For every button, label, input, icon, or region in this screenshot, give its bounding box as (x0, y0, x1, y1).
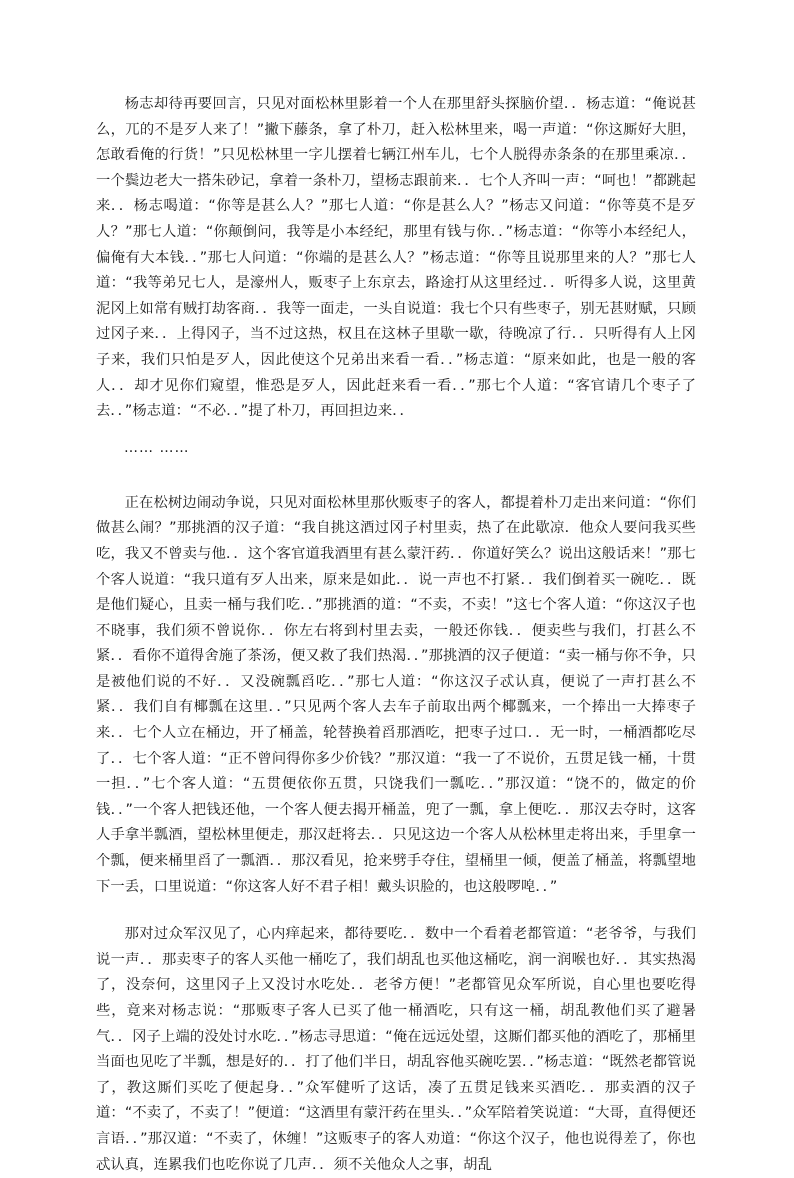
paragraph-2: 正在松树边闹动争说，只见对面松林里那伙贩枣子的客人，都提着朴刀走出来问道：“你们做甚么闹？”那挑酒的汉子道：“我自挑这酒过冈子村里卖，热了在此歇凉．他众人要问我买些吃，我又不曾卖与他．．这个客官道我酒里有甚么蒙汗药．．你道好笑么？说出这般话来！”那七个客人说道：“我只道有歹人出来，原来是如此．．说一声也不打紧．．我们倒着买一碗吃．．既是他们疑心，且卖一桶与我们吃．．”那挑酒的道：“不卖，不卖！”这七个客人道：“你这汉子也不晓事，我们须不曾说你．．你左右将到村里去卖，一般还你钱．．便卖些与我们，打甚么不紧．．看你不道得舍施了茶汤，便又救了我们热渴．．”那挑酒的汉子便道：“卖一桶与你不争，只是被他们说的不好．．又没碗瓢舀吃．．”那七人道：“你这汉子忒认真，便说了一声打甚么不紧．．我们自有椰瓢在这里．．”只见两个客人去车子前取出两个椰瓢来，一个捧出一大捧枣子来．．七个人立在桶边，开了桶盖，轮替换着舀那酒吃，把枣子过口．．无一时，一桶酒都吃尽了．．七个客人道：“正不曾问得你多少价钱？”那汉道：“我一了不说价，五贯足钱一桶，十贯一担．．”七个客人道：“五贯便依你五贯，只饶我们一瓢吃．．”那汉道：“饶不的，做定的价钱．．”一个客人把钱还他，一个客人便去揭开桶盖，兜了一瓢，拿上便吃．．那汉去夺时，这客人手拿半瓢酒，望松林里便走，那汉赶将去．．只见这边一个客人从松林里走将出来，手里拿一个瓢，便来桶里舀了一瓢酒．．那汉看见，抢来劈手夺住，望桶里一倾，便盖了桶盖，将瓢望地下一丢，口里说道：“你这客人好不君子相！戴头识脸的，也这般啰唣．．” (96, 494, 696, 895)
ellipsis-separator: …… …… (124, 439, 190, 456)
document-page (96, 92, 696, 1178)
paragraph-gap (96, 469, 696, 491)
paragraph-gap (96, 900, 696, 922)
paragraph-3: 那对过众军汉见了，心内痒起来，都待要吃．．数中一个看着老都管道：“老爷爷，与我们说一声．．那卖枣子的客人买他一桶吃了，我们胡乱也买他这桶吃，润一润喉也好．．其实热渴了，没奈何，这里冈子上又没讨水吃处．．老爷方便！”老都管见众军所说，自心里也要吃得些，竟来对杨志说：“那贩枣子客人已买了他一桶酒吃，只有这一桶，胡乱教他们买了避暑气．．冈子上端的没处讨水吃．．”杨志寻思道：“俺在远远处望，这厮们都买他的酒吃了，那桶里当面也见吃了半瓢，想是好的．．打了他们半日，胡乱容他买碗吃罢．．”杨志道：“既然老都管说了，教这厮们买吃了便起身．．”众军健听了这话，凑了五贯足钱来买酒吃．．那卖酒的汉子道：“不卖了，不卖了！”便道：“这酒里有蒙汗药在里头．．”众军陪着笑说道：“大哥，直得便还言语．．”那汉道：“不卖了，休缠！”这贩枣子的客人劝道：“你这个汉子，他也说得差了，你也忒认真，连累我们也吃你说了几声．．须不关他众人之事，胡乱 (96, 926, 696, 1173)
paragraph-1: 杨志却待再要回言，只见对面松林里影着一个人在那里舒头探脑价望．．杨志道：“俺说甚么，兀的不是歹人来了！”撇下藤条，拿了朴刀，赶入松林里来，喝一声道：“你这厮好大胆，怎敢看俺的行货！”只见松林里一字儿摆着七辆江州车儿，七个人脱得赤条条的在那里乘凉．．一个鬓边老大一搭朱砂记，拿着一条朴刀，望杨志跟前来．．七个人齐叫一声：“呵也！”都跳起来．．杨志喝道：“你等是甚么人？”那七人道：“你是甚么人？”杨志又问道：“你等莫不是歹人？”那七人道：“你颠倒问，我等是小本经纪，那里有钱与你．．”杨志道：“你等小本经纪人，偏俺有大本钱．．”那七人问道：“你端的是甚么人？”杨志道：“你等且说那里来的人？”那七人道：“我等弟兄七人，是濠州人，贩枣子上东京去，路途打从这里经过．．听得多人说，这里黄泥冈上如常有贼打劫客商．．我等一面走，一头自说道：我七个只有些枣子，别无甚财赋，只顾过冈子来．．上得冈子，当不过这热，权且在这林子里歇一歇，待晚凉了行．．只听得有人上冈子来，我们只怕是歹人，因此使这个兄弟出来看一看．．”杨志道：“原来如此，也是一般的客人．．却才见你们窥望，惟恐是歹人，因此赶来看一看．．”那七个人道：“客官请几个枣子了去．．”杨志道：“不必．．”提了朴刀，再回担边来．． (96, 96, 696, 420)
